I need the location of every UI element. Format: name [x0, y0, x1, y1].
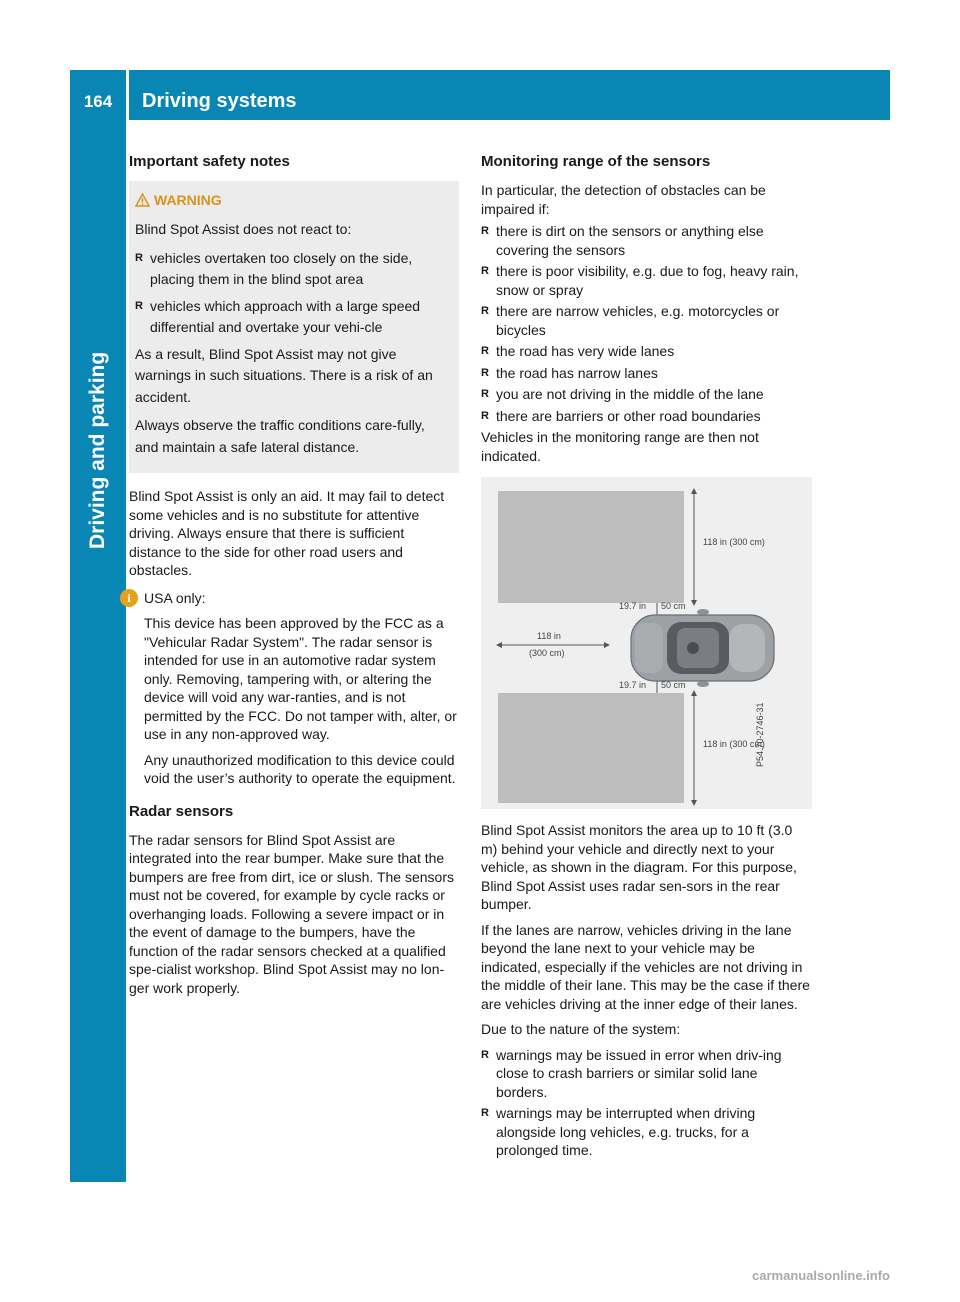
- nature-item: R warnings may be interrupted when driving alongside long vehicles, e.g. trucks, for a prolonged time.: [481, 1104, 812, 1160]
- car-top-view: [631, 609, 774, 687]
- range-item: R there is poor visibility, e.g. due to fog, heavy rain, snow or spray: [481, 262, 812, 299]
- range-outro: Vehicles in the monitoring range are then not indicated.: [481, 429, 759, 464]
- footer-watermark: carmanualsonline.info: [752, 1268, 890, 1283]
- warning-heading: [135, 191, 451, 209]
- label-bottom: 118 in (300 cm): [703, 739, 765, 749]
- diagram-code: P54.70-2746-31: [755, 702, 765, 767]
- chapter-title: Driving systems: [142, 90, 297, 112]
- range-heading: Monitoring range of the sensors: [481, 153, 711, 170]
- label-top: 118 in (300 cm): [703, 537, 765, 547]
- top-zone: [498, 491, 684, 603]
- range-item: R there are barriers or other road boundaries: [481, 407, 812, 426]
- range-item: R there is dirt on the sensors or anything else covering the sensors: [481, 222, 812, 259]
- info-icon: i: [120, 589, 138, 607]
- safety-heading: Important safety notes: [129, 153, 290, 170]
- left-column: [129, 152, 459, 1004]
- nature-paragraph: Due to the nature of the system:: [481, 1021, 681, 1037]
- label-side-bottom: 19.7 in: [619, 680, 647, 690]
- warning-paragraph: Always observe the traffic conditions care-fully, and maintain a safe lateral distance.: [135, 417, 425, 455]
- monitoring-range-diagram: [481, 477, 812, 809]
- range-item: R there are narrow vehicles, e.g. motorcycles or bicycles: [481, 302, 812, 339]
- range-item: R the road has very wide lanes: [481, 342, 812, 361]
- label-side-top: 19.7 in: [619, 601, 647, 611]
- header-divider: [126, 70, 129, 120]
- range-item: R you are not driving in the middle of the lane: [481, 385, 812, 404]
- label-rear-cm: (300 cm): [529, 648, 565, 658]
- bottom-zone: [498, 693, 684, 803]
- label-side-top-cm: 50 cm: [661, 601, 686, 611]
- info-paragraph: This device has been approved by the FCC as a "Vehicular Radar System". The radar sensor is intended for use in an automotive radar system only. Removing, tampering with, or altering the device will void any war-ranties, and is not permitted by the FCC. Do not tamper with, alter, or use in any non-approved way.: [144, 615, 457, 742]
- narrow-lanes-paragraph: If the lanes are narrow, vehicles driving in the lane beyond the lane next to your vehicle may be indicated, especially if the vehicles are not driving in the middle of their lane. This may be the case if there are vehicles driving at the inner edge of their lanes.: [481, 921, 810, 1012]
- warning-intro: Blind Spot Assist does not react to:: [135, 221, 352, 237]
- side-tab-label: Driving and parking: [86, 351, 109, 549]
- warning-label: WARNING: [154, 192, 222, 208]
- warning-box: [129, 181, 459, 473]
- label-rear-in: 118 in: [537, 631, 561, 641]
- warning-item: R vehicles which approach with a large speed differential and overtake your vehi-cle: [135, 296, 451, 339]
- warning-paragraph: As a result, Blind Spot Assist may not give warnings in such situations. There is a risk of an accident.: [135, 345, 433, 405]
- warning-item: R vehicles overtaken too closely on the side, placing them in the blind spot area: [135, 248, 451, 291]
- info-paragraph: Any unauthorized modification to this device could void the user’s authority to operate the equipment.: [144, 751, 456, 786]
- right-column: [481, 152, 812, 1163]
- info-note: [129, 589, 459, 788]
- aid-paragraph: Blind Spot Assist is only an aid. It may fail to detect some vehicles and is no substitute for attentive driving. Always ensure that there is sufficient distance to the side for other road users and obstacles.: [129, 488, 445, 578]
- info-title: USA only:: [144, 589, 206, 606]
- nature-item: R warnings may be issued in error when driv-ing close to crash barriers or similar solid lane borders.: [481, 1046, 812, 1102]
- warning-triangle-icon: [135, 193, 150, 207]
- radar-heading: Radar sensors: [129, 802, 234, 820]
- label-side-bottom-cm: 50 cm: [661, 680, 686, 690]
- side-tab: [70, 120, 126, 1182]
- monitor-paragraph: Blind Spot Assist monitors the area up to 10 ft (3.0 m) behind your vehicle and directly next to your vehicle, as shown in the diagram. For this purpose, Blind Spot Assist uses radar sen-sors in the rear bumper.: [481, 822, 797, 912]
- range-intro: In particular, the detection of obstacles can be impaired if:: [481, 182, 766, 217]
- radar-paragraph: The radar sensors for Blind Spot Assist are integrated into the rear bumper. Make sure that the bumpers are free from dirt, ice or slush. The sensors must not be covered, for example by cycle racks or overhanging loads. Following a severe impact or in the event of damage to the bumpers, have the function of the radar sensors checked at a qualified spe-cialist workshop. Blind Spot Assist may no lon-ger work properly.: [129, 831, 454, 996]
- page-number: 164: [83, 92, 113, 111]
- range-item: R the road has narrow lanes: [481, 364, 812, 383]
